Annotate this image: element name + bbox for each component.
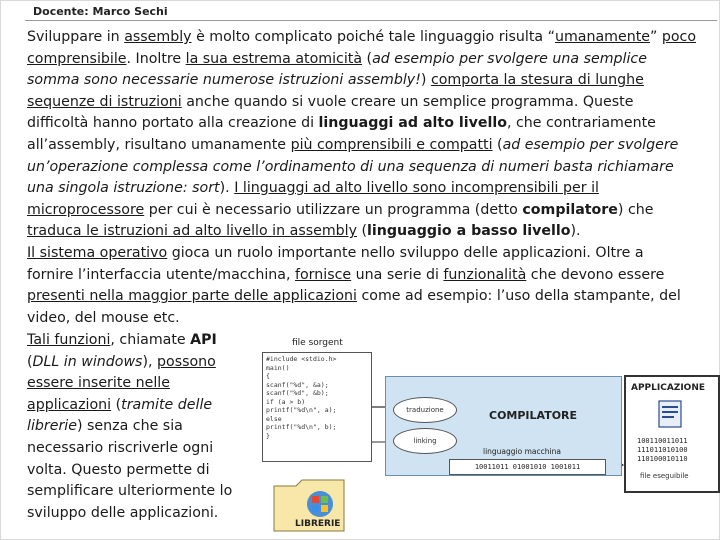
- bits-line: 111011010100: [637, 446, 688, 454]
- code-line: else: [266, 414, 282, 423]
- document-icon: [658, 400, 682, 428]
- code-line: printf("%d\n", b);: [266, 423, 337, 431]
- text-line: un’operazione complessa come l’ordinamento di una sequenza di numeri basta richiamare: [27, 158, 674, 175]
- text-line: volta. Questo permette di: [27, 461, 210, 478]
- bits-line: 110100010110: [637, 455, 688, 463]
- translation-step: traduzione: [393, 397, 457, 423]
- text-line: microprocessore per cui è necessario utilizzare un programma (detto compilatore) che: [27, 201, 654, 218]
- code-line: }: [266, 431, 270, 440]
- code-line: {: [266, 372, 270, 380]
- text-line: una singola istruzione: sort). I linguaggi ad alto livello sono incomprensibili per il: [27, 180, 599, 197]
- text-line: sequenze di istruzioni anche quando si vuole creare un semplice programma. Queste: [27, 93, 634, 110]
- body-text: [27, 27, 713, 329]
- linking-step: linking: [393, 428, 457, 454]
- text-line: (DLL in windows), possono: [27, 353, 216, 370]
- text-line: essere inserite nelle: [27, 375, 170, 392]
- code-line: #include <stdio.h>: [266, 355, 337, 363]
- code-line: scanf("%d", &b);: [266, 389, 329, 397]
- text-line: librerie) senza che sia: [27, 418, 183, 435]
- text-line: Sviluppare in assembly è molto complicato poiché tale linguaggio risulta “umanamente” poco: [27, 29, 697, 45]
- text-line: comprensibile. Inoltre la sua estrema atomicità (ad esempio per svolgere una semplice: [27, 50, 647, 67]
- text-line: difficoltà hanno portato alla creazione di linguaggi ad alto livello, che contrariamente: [27, 115, 656, 132]
- code-line: if (a > b): [266, 397, 306, 406]
- source-file-label: file sorgent: [292, 338, 343, 348]
- machine-language-label: linguaggio macchina: [483, 447, 561, 456]
- code-line: printf("%d\n", a);: [266, 406, 337, 414]
- text-line: presenti nella maggior parte delle applicazioni come ad esempio: l’uso della stampante, del: [27, 288, 681, 305]
- text-line: sviluppo delle applicazioni.: [27, 504, 219, 521]
- text-line: semplificare ulteriormente lo: [27, 483, 233, 500]
- source-code-box: [262, 352, 372, 462]
- text-line: fornire l’interfaccia utente/macchina, fornisce una serie di funzionalità che devono essere: [27, 266, 665, 283]
- author-header: Docente: Marco Sechi: [33, 5, 168, 18]
- text-line: somma sono necessarie numerose istruzioni assembly!) comporta la stesura di lunghe: [27, 72, 644, 89]
- text-line: traduca le istruzioni ad alto livello in assembly (linguaggio a basso livello).: [27, 223, 581, 240]
- bits-line: 100110011011: [637, 437, 688, 445]
- text-line: video, del mouse etc.: [27, 309, 180, 326]
- executable-label: file eseguibile: [640, 472, 689, 480]
- text-line: all’assembly, risultano umanamente più comprensibili e compatti (ad esempio per svolgere: [27, 136, 679, 153]
- application-bits: [637, 437, 688, 464]
- text-line: Tali funzioni, chiamate API: [27, 332, 217, 348]
- application-label: APPLICAZIONE: [631, 383, 706, 393]
- compiler-label: COMPILATORE: [489, 409, 578, 422]
- code-line: scanf("%d", &a);: [266, 380, 329, 389]
- machine-code-bar: 10011011 01001010 1001011: [449, 459, 606, 475]
- text-line: applicazioni (tramite delle: [27, 396, 213, 413]
- windows-logo-icon: [307, 491, 333, 517]
- header-divider: [25, 20, 717, 21]
- api-paragraph: [27, 330, 257, 524]
- text-line: Il sistema operativo gioca un ruolo importante nello sviluppo delle applicazioni. Oltre a: [27, 244, 644, 261]
- libraries-label: LIBRERIE: [295, 519, 341, 529]
- code-line: main(): [266, 363, 290, 372]
- text-line: necessario riscriverle ogni: [27, 439, 214, 456]
